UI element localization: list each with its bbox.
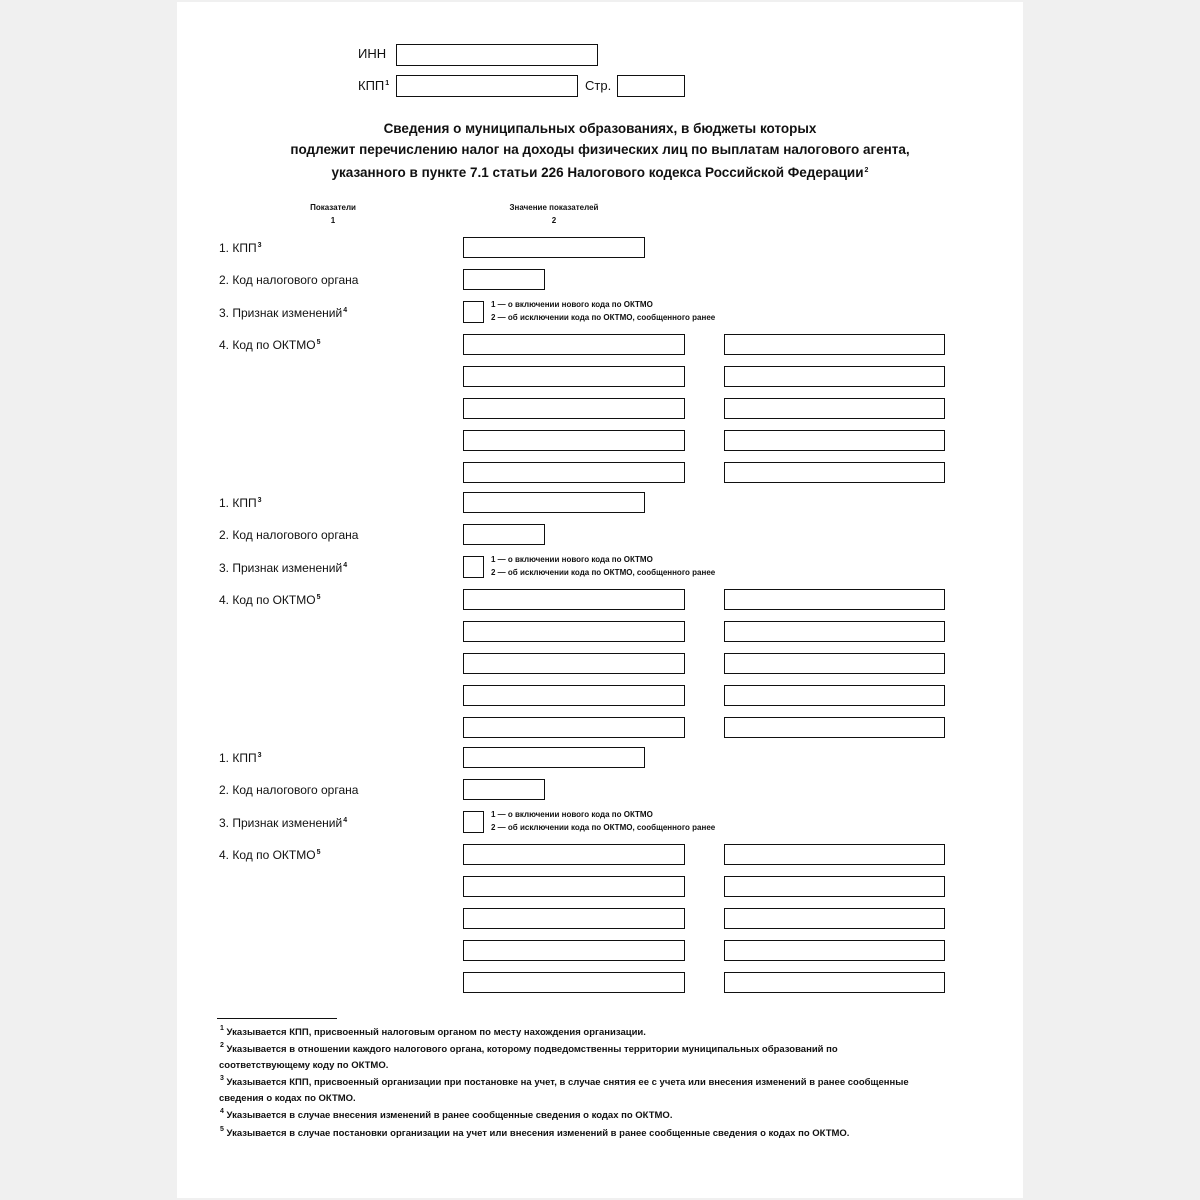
- change-flag-field[interactable]: [463, 556, 484, 578]
- oktmo-field[interactable]: [463, 717, 685, 738]
- oktmo-field[interactable]: [463, 430, 685, 451]
- inn-field[interactable]: [396, 44, 598, 66]
- kpp-header-label: КПП$^1$: [358, 78, 390, 93]
- column-header-indicators: Показатели 1: [310, 203, 356, 225]
- oktmo-label: 4. Код по ОКТМО$^5$: [219, 848, 321, 862]
- oktmo-field[interactable]: [724, 621, 945, 642]
- oktmo-label: 4. Код по ОКТМО$^5$: [219, 338, 321, 352]
- page-number-label: Стр.: [585, 78, 612, 93]
- oktmo-field[interactable]: [463, 844, 685, 865]
- oktmo-field[interactable]: [463, 972, 685, 993]
- change-flag-options: 1 — о включении нового кода по ОКТМО 2 — об исключении кода по ОКТМО, сообщенного ранее: [491, 555, 716, 577]
- change-flag-options: 1 — о включении нового кода по ОКТМО 2 — об исключении кода по ОКТМО, сообщенного ранее: [491, 810, 716, 832]
- change-flag-label: 3. Признак изменений$^4$: [219, 306, 348, 320]
- tax-office-label: 2. Код налогового органа: [219, 783, 359, 797]
- oktmo-field[interactable]: [724, 653, 945, 674]
- oktmo-label: 4. Код по ОКТМО$^5$: [219, 593, 321, 607]
- oktmo-field[interactable]: [724, 908, 945, 929]
- oktmo-field[interactable]: [463, 366, 685, 387]
- oktmo-field[interactable]: [724, 334, 945, 355]
- tax-office-label: 2. Код налогового органа: [219, 273, 359, 287]
- footnote-item: $^1$ Указывается КПП, присвоенный налоговым органом по месту нахождения организации.: [220, 1025, 646, 1038]
- kpp-label: 1. КПП$^3$: [219, 751, 262, 765]
- title-line-3: указанного в пункте 7.1 статьи 226 Налогового кодекса Российской Федерации$^2$: [331, 165, 869, 180]
- tax-office-field[interactable]: [463, 779, 545, 800]
- oktmo-field[interactable]: [724, 972, 945, 993]
- change-flag-field[interactable]: [463, 811, 484, 833]
- page-number-field[interactable]: [617, 75, 685, 97]
- change-flag-label: 3. Признак изменений$^4$: [219, 816, 348, 830]
- oktmo-field[interactable]: [724, 844, 945, 865]
- change-flag-field[interactable]: [463, 301, 484, 323]
- footnote-item: $^5$ Указывается в случае постановки организации на учет или внесения изменений в ранее сообщенные сведения о кодах по ОКТМО.: [220, 1126, 850, 1139]
- kpp-field[interactable]: [463, 492, 645, 513]
- oktmo-field[interactable]: [724, 876, 945, 897]
- oktmo-field[interactable]: [463, 398, 685, 419]
- oktmo-field[interactable]: [463, 685, 685, 706]
- change-flag-label: 3. Признак изменений$^4$: [219, 561, 348, 575]
- change-flag-options: 1 — о включении нового кода по ОКТМО 2 — об исключении кода по ОКТМО, сообщенного ранее: [491, 300, 716, 322]
- kpp-field[interactable]: [463, 237, 645, 258]
- oktmo-field[interactable]: [463, 621, 685, 642]
- title-line-1: Сведения о муниципальных образованиях, в бюджеты которых: [383, 121, 817, 136]
- tax-office-label: 2. Код налогового органа: [219, 528, 359, 542]
- tax-office-field[interactable]: [463, 269, 545, 290]
- title-line-2: подлежит перечислению налог на доходы физических лиц по выплатам налогового агента,: [290, 142, 910, 157]
- oktmo-field[interactable]: [463, 589, 685, 610]
- oktmo-field[interactable]: [724, 462, 945, 483]
- column-header-values: Значение показателей 2: [509, 203, 599, 225]
- oktmo-field[interactable]: [724, 398, 945, 419]
- footnote-item: $^2$ Указывается в отношении каждого налогового органа, которому подведомственны территории муниципальных образований по соответствующему коду по ОКТМО.: [219, 1042, 838, 1071]
- oktmo-field[interactable]: [463, 334, 685, 355]
- oktmo-field[interactable]: [724, 366, 945, 387]
- tax-office-field[interactable]: [463, 524, 545, 545]
- inn-label: ИНН: [358, 46, 387, 61]
- kpp-label: 1. КПП$^3$: [219, 496, 262, 510]
- form-title: [177, 118, 1023, 183]
- oktmo-field[interactable]: [724, 940, 945, 961]
- footnote-separator: [217, 1018, 337, 1019]
- oktmo-field[interactable]: [463, 876, 685, 897]
- oktmo-field[interactable]: [463, 940, 685, 961]
- oktmo-field[interactable]: [463, 462, 685, 483]
- oktmo-field[interactable]: [724, 430, 945, 451]
- kpp-label: 1. КПП$^3$: [219, 241, 262, 255]
- footnote-item: $^4$ Указывается в случае внесения изменений в ранее сообщенные сведения о кодах по ОКТМО.: [220, 1108, 673, 1121]
- oktmo-field[interactable]: [463, 908, 685, 929]
- form-page: [177, 2, 1023, 1198]
- kpp-field[interactable]: [463, 747, 645, 768]
- oktmo-field[interactable]: [724, 717, 945, 738]
- kpp-header-field[interactable]: [396, 75, 578, 97]
- oktmo-field[interactable]: [724, 589, 945, 610]
- oktmo-field[interactable]: [724, 685, 945, 706]
- footnote-item: $^3$ Указывается КПП, присвоенный организации при постановке на учет, в случае снятия ее с учета или внесения изменений в ранее сообщенные сведения о кодах по ОКТМО.: [219, 1075, 909, 1104]
- oktmo-field[interactable]: [463, 653, 685, 674]
